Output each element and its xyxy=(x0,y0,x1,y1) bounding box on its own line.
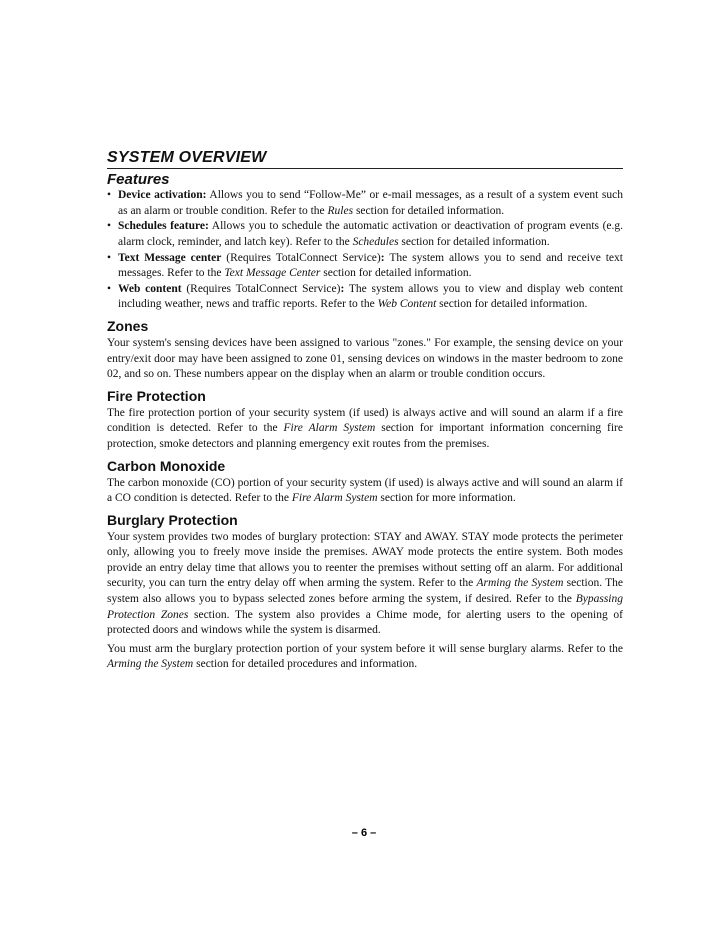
fire-protection-heading: Fire Protection xyxy=(107,387,206,404)
paragraph-text: Your system provides two modes of burglary protection: STAY and AWAY. STAY mode protects the perimeter only, allowing you to freely move inside the premises. AWAY mode protects the entire system. Both modes provide an entry delay time that allows you to reenter the premises without setting off an alarm. For additional security, you can turn the entry delay off when arming the system. Refer to the xyxy=(107,530,623,590)
feature-term: Web content xyxy=(118,282,182,295)
features-list xyxy=(107,188,623,313)
paragraph-text: section for detailed procedures and information. xyxy=(193,658,418,671)
zones-paragraph: Your system's sensing devices have been assigned to various "zones." For example, the sensing device on your entry/exit door may have been assigned to zone 01, sensing devices on windows in the master bedroom to zone 02, and so on. These numbers appear on the display when an alarm or trouble condition occurs. xyxy=(107,336,623,381)
page-number: – 6 – xyxy=(351,827,377,839)
paragraph-text: section for important information concerning fire protection, smoke detectors and planning emergency exit routes from the premises. xyxy=(107,422,623,450)
page-title: SYSTEM OVERVIEW xyxy=(107,150,623,169)
carbon-monoxide-heading: Carbon Monoxide xyxy=(107,457,226,474)
feature-requirement: (Requires TotalConnect Service) xyxy=(181,282,341,295)
zones-heading: Zones xyxy=(107,317,149,334)
document-page xyxy=(107,150,623,673)
paragraph-text: The carbon monoxide (CO) portion of your security system (if used) is always active and will sound an alarm if a CO condition is detected. Refer to the xyxy=(107,476,623,505)
bullet-icon: • xyxy=(107,282,112,295)
burglary-protection-paragraph-2 xyxy=(107,642,623,673)
paragraph-text: You must arm the burglary protection portion of your system before it will sense burglary alarms. Refer to the xyxy=(107,642,623,655)
section-reference: Rules xyxy=(327,204,354,217)
feature-colon: : xyxy=(380,251,385,264)
section-reference: Fire Alarm System xyxy=(291,492,378,505)
feature-requirement: (Requires TotalConnect Service) xyxy=(221,251,381,264)
list-item-device-activation xyxy=(107,188,623,219)
bullet-icon: • xyxy=(107,251,112,264)
paragraph-text: The fire protection portion of your security system (if used) is always active and will sound an alarm if a fire condition is detected. Refer to the xyxy=(107,406,623,435)
section-reference: Text Message Center xyxy=(224,267,321,280)
list-item-text-message-center xyxy=(107,251,623,282)
section-reference: Bypassing Protection Zones xyxy=(107,593,623,621)
bullet-icon: • xyxy=(107,189,112,202)
feature-text: The system allows you to view and display web content including weather, news and traffic reports. Refer to the xyxy=(118,282,623,311)
feature-text: Allows you to schedule the automatic activation or deactivation of program events (e.g. alarm clock, reminder, and latch key). Refer to the xyxy=(118,220,623,248)
feature-term: Device activation: xyxy=(118,189,207,202)
feature-text: section for detailed information. xyxy=(320,267,472,280)
list-item-schedules xyxy=(107,219,623,250)
features-heading: Features xyxy=(107,170,170,188)
section-reference: Web Content xyxy=(377,298,437,311)
feature-text: The system allows you to send and receive text messages. Refer to the xyxy=(118,251,623,280)
fire-protection-paragraph xyxy=(107,406,623,453)
list-item-web-content xyxy=(107,282,623,313)
feature-term: Schedules feature: xyxy=(118,220,209,233)
feature-text: section for detailed information. xyxy=(436,298,588,311)
feature-text: Allows you to send “Follow-Me” or e-mail messages, as a result of a system event such as an alarm or trouble condition. Refer to the xyxy=(118,189,623,217)
feature-text: section for detailed information. xyxy=(353,204,505,217)
feature-text: section for detailed information. xyxy=(398,235,550,248)
burglary-protection-heading: Burglary Protection xyxy=(107,511,238,528)
section-reference: Schedules xyxy=(352,235,399,248)
carbon-monoxide-paragraph xyxy=(107,476,623,507)
paragraph-text: section. The system also allows you to bypass selected zones before arming the system, if desired. Refer to the xyxy=(107,577,623,606)
paragraph-text: section. The system also provides a Chime mode, for alerting users to the opening of protected doors and windows while the system is disarmed. xyxy=(107,608,623,637)
paragraph-text: section for more information. xyxy=(377,492,516,505)
section-reference: Arming the System xyxy=(107,658,194,671)
bullet-icon: • xyxy=(107,220,112,233)
burglary-protection-paragraph-1 xyxy=(107,530,623,639)
feature-colon: : xyxy=(340,282,345,295)
section-reference: Fire Alarm System xyxy=(283,422,376,435)
section-reference: Arming the System xyxy=(476,577,564,590)
feature-term: Text Message center xyxy=(118,251,222,264)
